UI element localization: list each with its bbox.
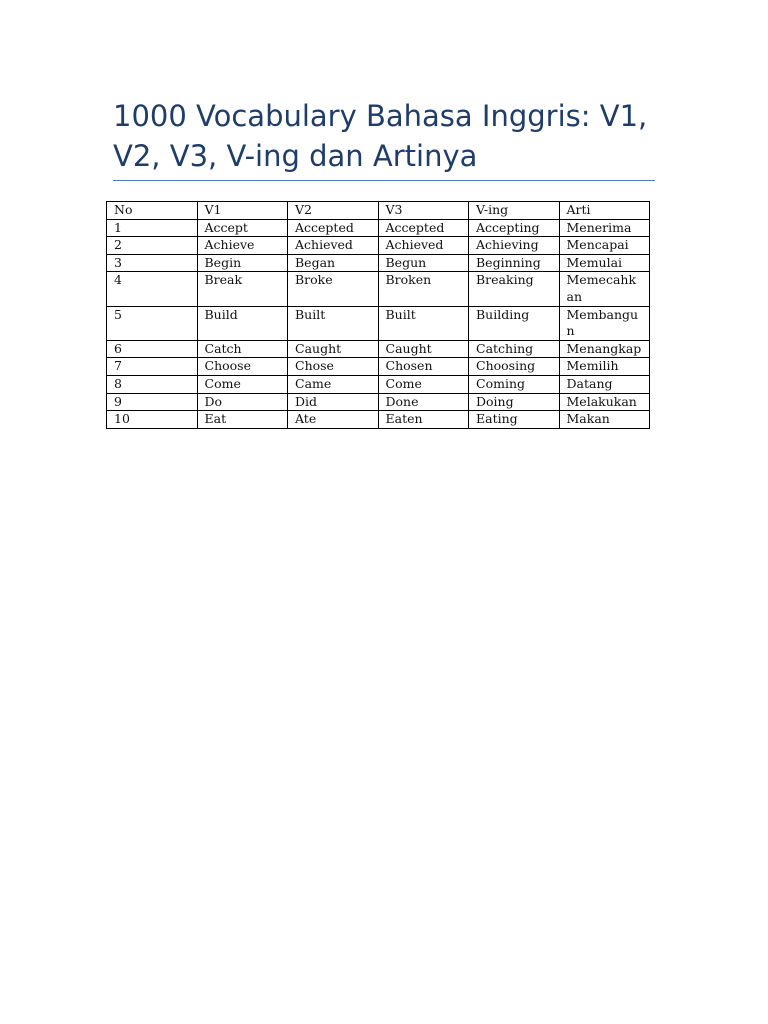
table-cell: Ate bbox=[288, 411, 379, 429]
table-cell: Accepting bbox=[469, 219, 560, 237]
table-cell: 4 bbox=[107, 272, 198, 306]
table-cell: Achieved bbox=[378, 237, 469, 255]
table-cell: Broken bbox=[378, 272, 469, 306]
table-cell: Memulai bbox=[559, 254, 650, 272]
table-cell: Melakukan bbox=[559, 393, 650, 411]
table-cell: 9 bbox=[107, 393, 198, 411]
table-cell: 6 bbox=[107, 340, 198, 358]
table-cell: Breaking bbox=[469, 272, 560, 306]
table-cell: Building bbox=[469, 306, 560, 340]
table-cell: Makan bbox=[559, 411, 650, 429]
table-cell: Coming bbox=[469, 375, 560, 393]
table-cell: Chosen bbox=[378, 358, 469, 376]
table-cell: 3 bbox=[107, 254, 198, 272]
table-cell: Built bbox=[378, 306, 469, 340]
table-cell: Eat bbox=[197, 411, 288, 429]
table-cell: Break bbox=[197, 272, 288, 306]
table-row bbox=[107, 219, 650, 237]
column-header: Arti bbox=[559, 202, 650, 220]
table-cell: Come bbox=[197, 375, 288, 393]
table-cell: 5 bbox=[107, 306, 198, 340]
table-cell: Began bbox=[288, 254, 379, 272]
table-cell: Done bbox=[378, 393, 469, 411]
column-header: V2 bbox=[288, 202, 379, 220]
table-cell: 7 bbox=[107, 358, 198, 376]
table-header-row bbox=[107, 202, 650, 220]
table-cell: 8 bbox=[107, 375, 198, 393]
table-row bbox=[107, 237, 650, 255]
column-header: V3 bbox=[378, 202, 469, 220]
table-cell: Achieve bbox=[197, 237, 288, 255]
table-cell: Begun bbox=[378, 254, 469, 272]
table-cell: Chose bbox=[288, 358, 379, 376]
table-cell: Caught bbox=[378, 340, 469, 358]
table-cell: Built bbox=[288, 306, 379, 340]
table-row bbox=[107, 375, 650, 393]
table-cell: Menangkap bbox=[559, 340, 650, 358]
table-row bbox=[107, 306, 650, 340]
table-cell: Did bbox=[288, 393, 379, 411]
table-cell: 10 bbox=[107, 411, 198, 429]
table-cell: Build bbox=[197, 306, 288, 340]
table-cell: Accept bbox=[197, 219, 288, 237]
table-row bbox=[107, 411, 650, 429]
table-cell: Broke bbox=[288, 272, 379, 306]
table-cell: Memecahkan bbox=[559, 272, 650, 306]
table-cell: Datang bbox=[559, 375, 650, 393]
table-cell: Accepted bbox=[288, 219, 379, 237]
table-cell: Beginning bbox=[469, 254, 560, 272]
vocabulary-table-body bbox=[107, 202, 650, 429]
table-cell: 1 bbox=[107, 219, 198, 237]
table-cell: Caught bbox=[288, 340, 379, 358]
table-row bbox=[107, 358, 650, 376]
table-row bbox=[107, 254, 650, 272]
table-cell: Begin bbox=[197, 254, 288, 272]
table-cell: Achieving bbox=[469, 237, 560, 255]
table-cell: Eating bbox=[469, 411, 560, 429]
column-header: V1 bbox=[197, 202, 288, 220]
table-row bbox=[107, 272, 650, 306]
table-cell: Membangun bbox=[559, 306, 650, 340]
table-row bbox=[107, 393, 650, 411]
table-cell: Came bbox=[288, 375, 379, 393]
column-header: No bbox=[107, 202, 198, 220]
table-cell: Memilih bbox=[559, 358, 650, 376]
table-cell: Eaten bbox=[378, 411, 469, 429]
table-cell: Achieved bbox=[288, 237, 379, 255]
vocabulary-table bbox=[106, 201, 650, 429]
table-cell: 2 bbox=[107, 237, 198, 255]
title-underline bbox=[113, 180, 655, 181]
table-cell: Mencapai bbox=[559, 237, 650, 255]
table-cell: Accepted bbox=[378, 219, 469, 237]
table-cell: Catch bbox=[197, 340, 288, 358]
table-cell: Doing bbox=[469, 393, 560, 411]
table-cell: Come bbox=[378, 375, 469, 393]
column-header: V-ing bbox=[469, 202, 560, 220]
table-cell: Do bbox=[197, 393, 288, 411]
table-cell: Choose bbox=[197, 358, 288, 376]
table-cell: Choosing bbox=[469, 358, 560, 376]
table-cell: Menerima bbox=[559, 219, 650, 237]
table-cell: Catching bbox=[469, 340, 560, 358]
table-row bbox=[107, 340, 650, 358]
document-title: 1000 Vocabulary Bahasa Inggris: V1, V2, V3, V-ing dan Artinya bbox=[113, 99, 648, 173]
